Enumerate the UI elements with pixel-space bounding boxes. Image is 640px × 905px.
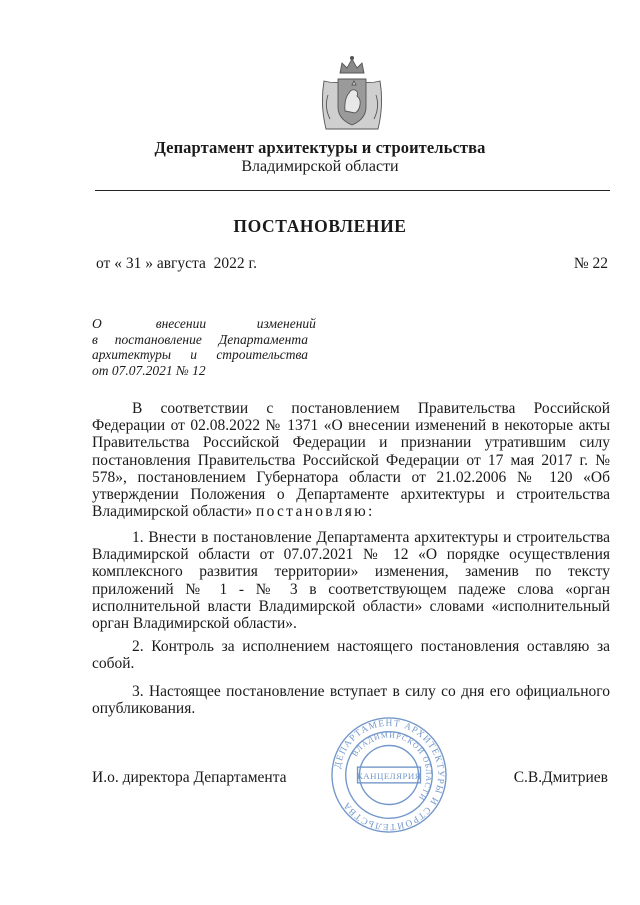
organization-region: Владимирской области	[241, 158, 399, 175]
resolves-word: постановляю:	[255, 503, 375, 521]
coat-of-arms-emblem	[318, 55, 386, 135]
document-subject	[92, 316, 316, 378]
item-1-text: 1. Внести в постановление Департамента архитектуры и строительства Владимирской области от 07.07.2021 № 12 «О порядке осуществления комплексного развития территории» изменения, заменив по тексту приложений № 1 - № 3 в соответствующем падеже слова «орган исполнительной власти Владимирской области» словами «исполнительный орган Владимирской области».	[92, 529, 610, 633]
item-2-paragraph	[92, 638, 610, 672]
subject-line: архитектуры и строительства	[92, 347, 308, 362]
preamble-text: В соответствии с постановлением Правительства Российской Федерации от 02.08.2022 № 1371 «О внесении изменений в некоторые акты Правительства Российской Федерации и признании утратившим силу постановления Правительства Российской Федерации от 17 мая 2017 г. № 578», постановлением Губернатора области от 21.02.2006 № 120 «Об утверждении Положения о Департаменте архитектуры и строительства Владимирской области»	[92, 400, 610, 521]
subject-line: О внесении изменений	[92, 316, 316, 331]
subject-line: от 07.07.2021 № 12	[92, 362, 206, 378]
stamp-center-text: КАНЦЕЛЯРИЯ	[356, 770, 422, 781]
office-stamp	[330, 716, 448, 834]
item-3-text: 3. Настоящее постановление вступает в силу со дня его официального опубликования.	[92, 683, 610, 718]
item-3-paragraph	[92, 683, 610, 717]
document-number: № 22	[573, 255, 608, 272]
subject-line: в постановление Департамента	[92, 331, 308, 347]
stamp-inner-text: ВЛАДИМИРСКОЙ ОБЛАСТИ	[350, 730, 434, 803]
organization-name: Департамент архитектуры и строительства	[154, 138, 486, 157]
item-1-paragraph	[92, 529, 610, 632]
item-2-text: 2. Контроль за исполнением настоящего постановления оставляю за собой.	[92, 638, 610, 673]
signatory-title: И.о. директора Департамента	[92, 769, 287, 786]
header-divider	[95, 190, 610, 191]
stamp-outer-text: ДЕПАРТАМЕНТ АРХИТЕКТУРЫ И СТРОИТЕЛЬСТВА	[333, 718, 446, 832]
document-type-title: ПОСТАНОВЛЕНИЕ	[233, 216, 407, 236]
preamble-paragraph	[92, 400, 610, 520]
document-date: от « 31 » августа 2022 г.	[96, 255, 257, 272]
signatory-name: С.В.Дмитриев	[513, 769, 608, 786]
